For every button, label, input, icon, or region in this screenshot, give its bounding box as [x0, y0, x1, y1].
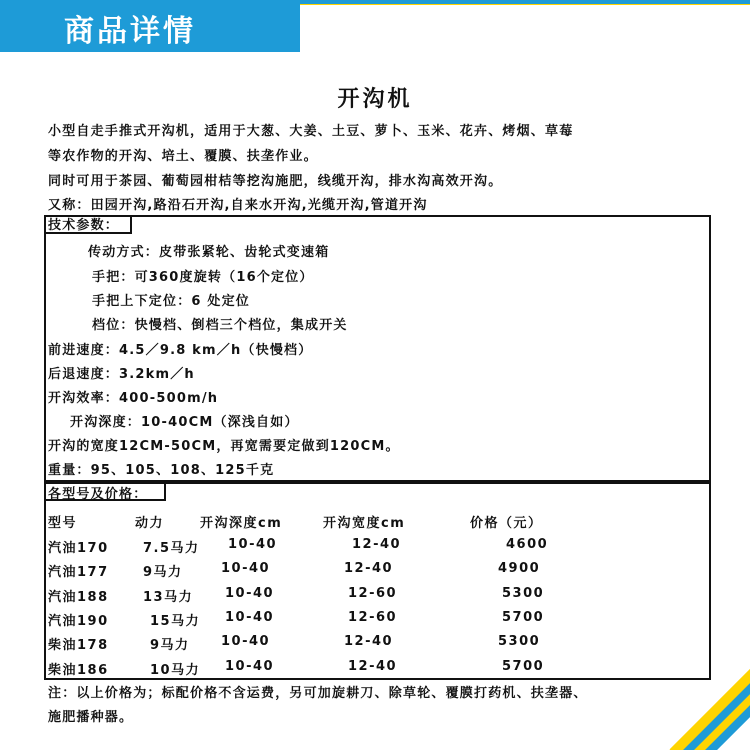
intro-line: 同时可用于茶园、葡萄园柑桔等挖沟施肥，线缆开沟，排水沟高效开沟。 — [48, 174, 503, 189]
depth-cell: 10-40 — [228, 537, 278, 552]
spec-item: 手把上下定位：6 处定位 — [92, 294, 250, 309]
price-cell: 5300 — [502, 586, 545, 601]
column-header-power: 动力 — [135, 516, 165, 531]
width-cell: 12-40 — [352, 537, 402, 552]
intro-line: 等农作物的开沟、培土、覆膜、扶垄作业。 — [48, 149, 318, 164]
specs-heading: 技术参数： — [48, 218, 120, 233]
depth-cell: 10-40 — [221, 634, 271, 649]
spec-item: 前进速度：4.5／9.8 km／h（快慢档） — [48, 343, 313, 358]
depth-cell: 10-40 — [221, 561, 271, 576]
width-cell: 12-40 — [344, 561, 394, 576]
model-cell: 柴油186 — [48, 663, 109, 678]
model-cell: 汽油170 — [48, 541, 109, 556]
model-cell: 柴油178 — [48, 638, 109, 653]
power-cell: 15马力 — [150, 614, 201, 629]
intro-line: 小型自走手推式开沟机，适用于大葱、大姜、土豆、萝卜、玉米、花卉、烤烟、草莓 — [48, 124, 574, 139]
width-cell: 12-60 — [348, 610, 398, 625]
power-cell: 7.5马力 — [143, 541, 200, 556]
models-heading: 各型号及价格： — [48, 487, 148, 502]
depth-cell: 10-40 — [225, 610, 275, 625]
model-cell: 汽油190 — [48, 614, 109, 629]
power-cell: 9马力 — [150, 638, 190, 653]
price-cell: 4900 — [498, 561, 541, 576]
price-cell: 5300 — [498, 634, 541, 649]
depth-cell: 10-40 — [225, 659, 275, 674]
model-cell: 汽油188 — [48, 590, 109, 605]
spec-item: 重量：95、105、108、125千克 — [48, 463, 275, 478]
product-title: 开沟机 — [337, 87, 413, 112]
width-cell: 12-40 — [344, 634, 394, 649]
column-header-width: 开沟宽度cm — [323, 516, 406, 531]
power-cell: 13马力 — [143, 590, 194, 605]
spec-item: 传动方式：皮带张紧轮、齿轮式变速箱 — [88, 245, 330, 260]
header-banner — [0, 0, 300, 52]
spec-item: 档位：快慢档、倒档三个档位，集成开关 — [92, 318, 348, 333]
note-line: 施肥播种器。 — [48, 710, 134, 725]
column-header-price: 价格（元） — [470, 516, 543, 531]
spec-item: 手把：可360度旋转（16个定位） — [92, 270, 314, 285]
spec-item: 后退速度：3.2km／h — [48, 367, 195, 382]
price-cell: 5700 — [502, 659, 545, 674]
column-header-model: 型号 — [48, 516, 78, 531]
depth-cell: 10-40 — [225, 586, 275, 601]
spec-item: 开沟的宽度12CM-50CM，再宽需要定做到120CM。 — [48, 439, 400, 454]
spec-item: 开沟效率：400-500m/h — [48, 391, 219, 406]
width-cell: 12-40 — [348, 659, 398, 674]
intro-line: 又称：田园开沟,路沿石开沟,自来水开沟,光缆开沟,管道开沟 — [48, 198, 428, 213]
price-cell: 4600 — [506, 537, 549, 552]
width-cell: 12-60 — [348, 586, 398, 601]
page-title: 商品详情 — [64, 14, 196, 49]
power-cell: 10马力 — [150, 663, 201, 678]
corner-stripes-decoration — [640, 640, 750, 750]
model-cell: 汽油177 — [48, 565, 109, 580]
price-cell: 5700 — [502, 610, 545, 625]
column-header-depth: 开沟深度cm — [200, 516, 283, 531]
note-line: 注：以上价格为；标配价格不含运费，另可加旋耕刀、除草轮、覆膜打药机、扶垄器、 — [48, 686, 588, 701]
spec-item: 开沟深度：10-40CM（深浅自如） — [70, 415, 299, 430]
power-cell: 9马力 — [143, 565, 183, 580]
